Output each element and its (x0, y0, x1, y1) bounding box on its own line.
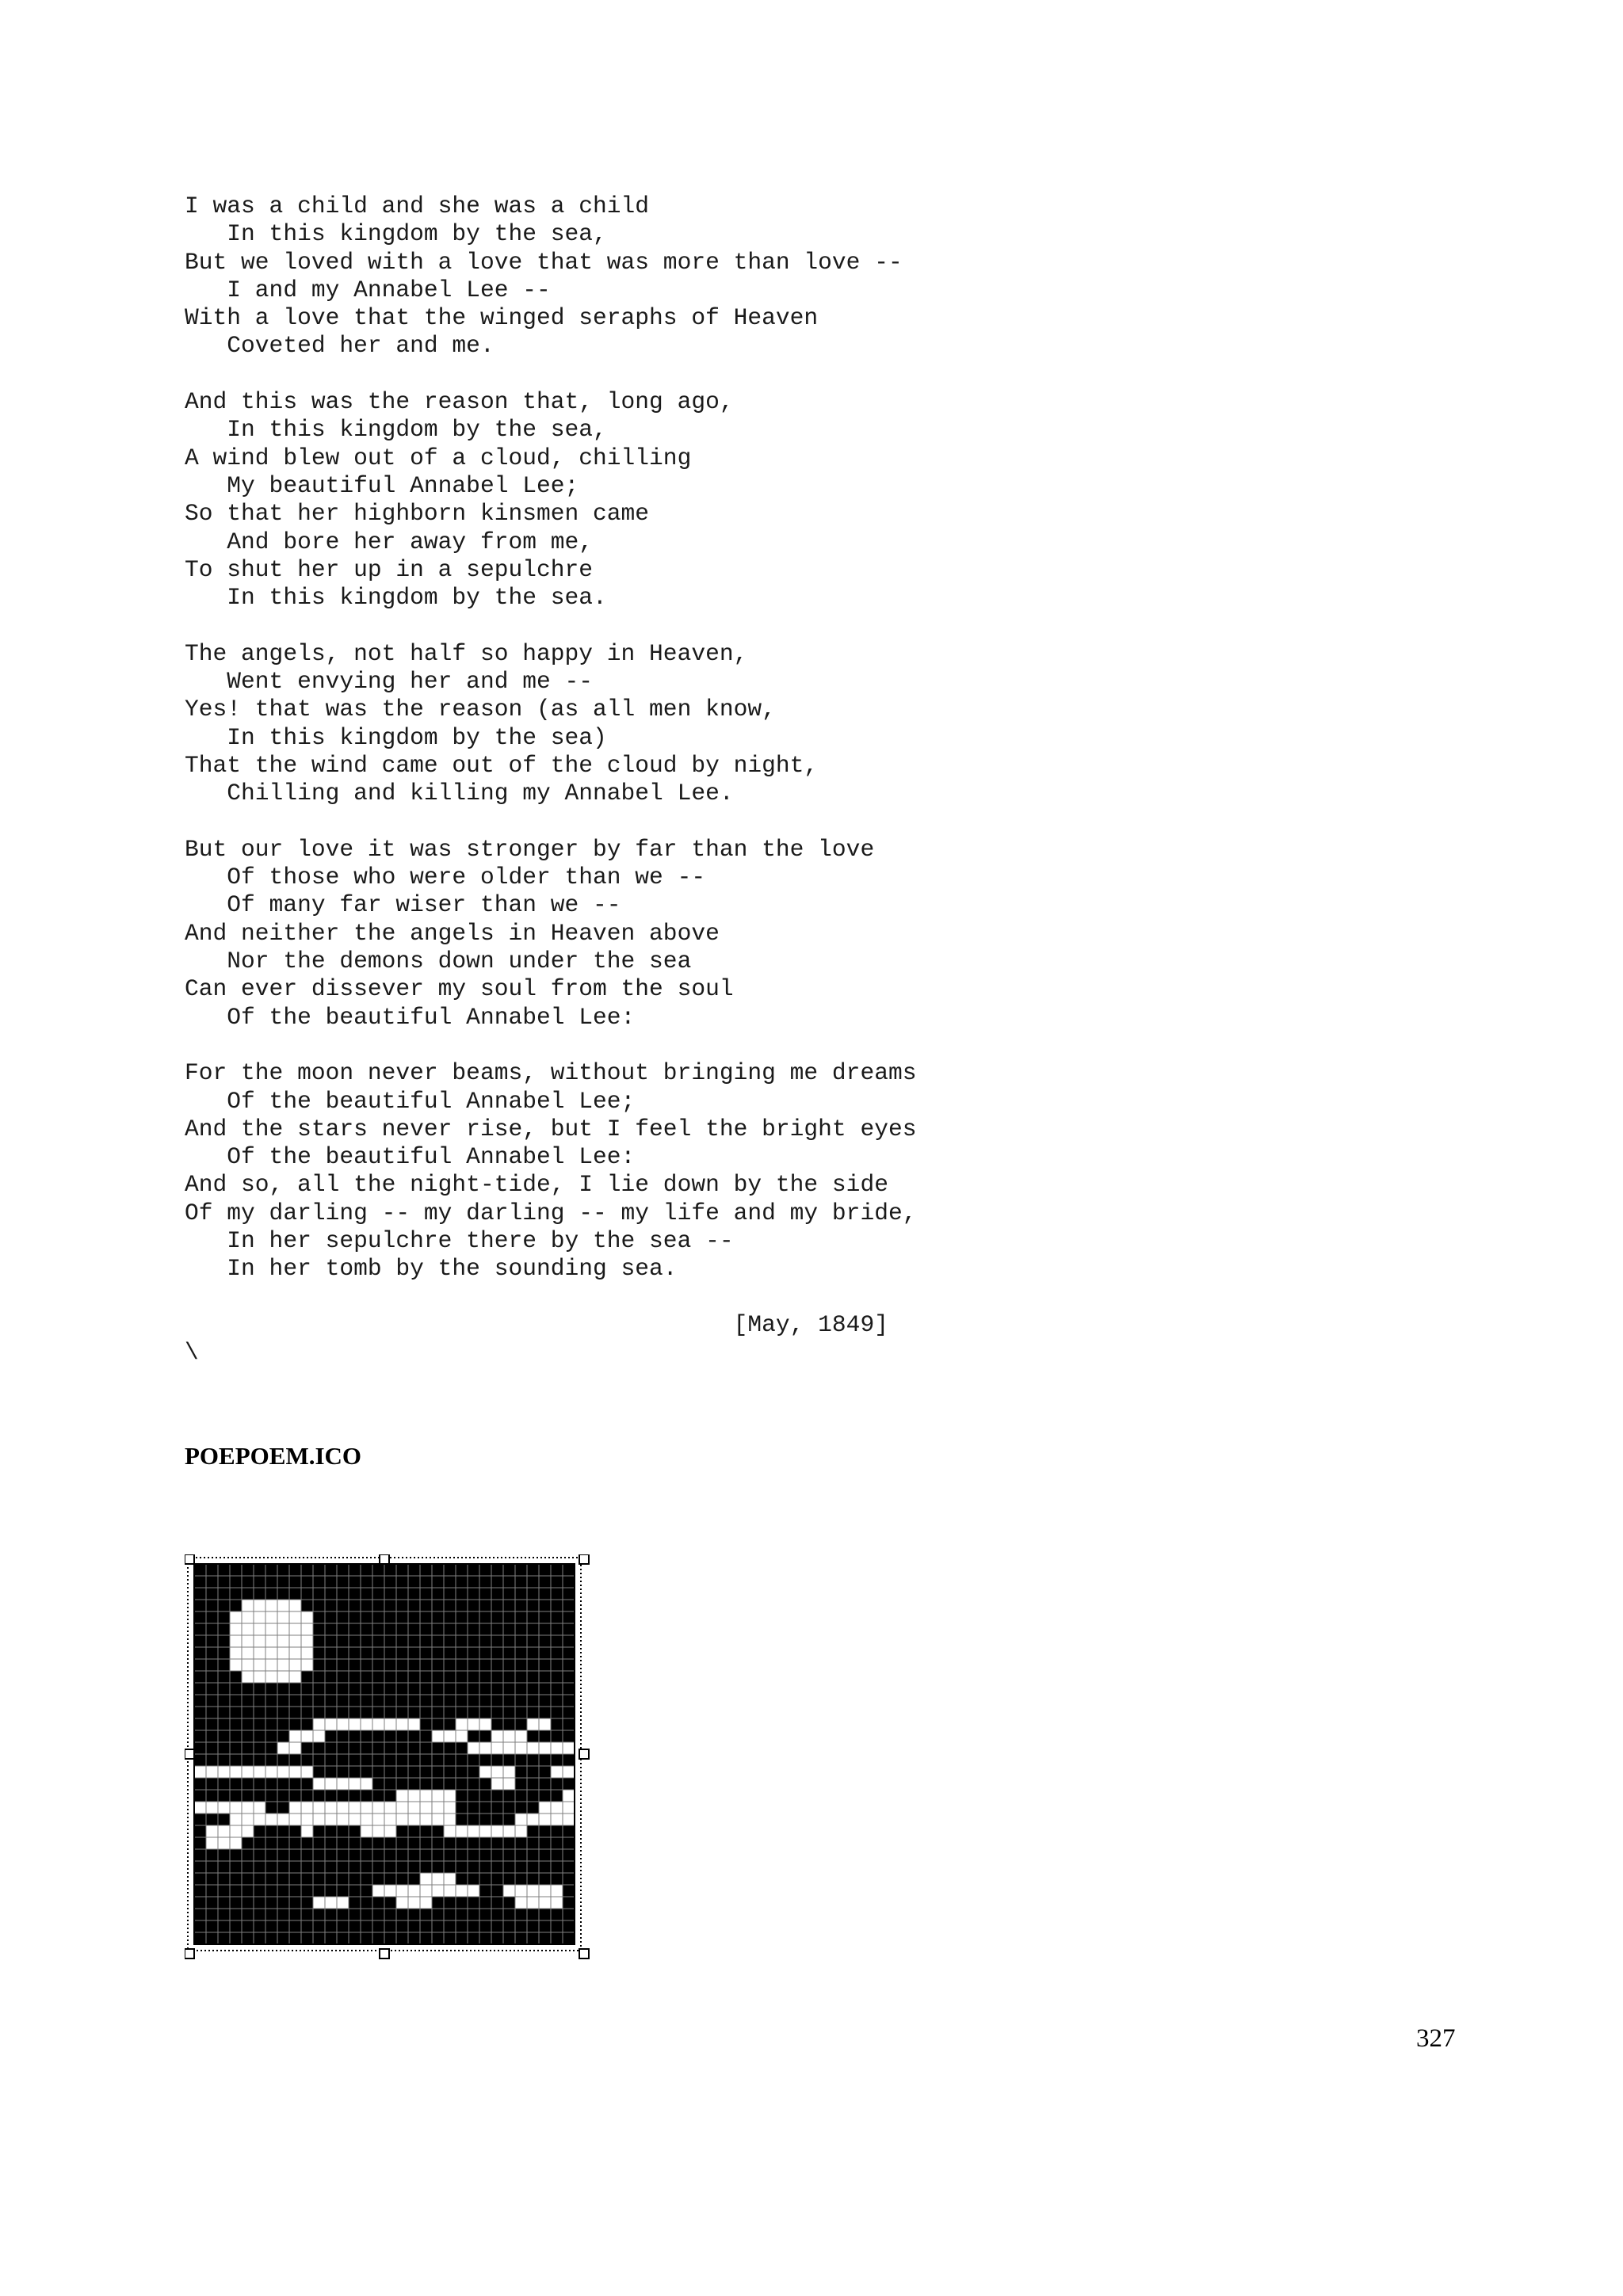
resize-handle[interactable] (185, 1749, 194, 1759)
poem-line: Chilling and killing my Annabel Lee. (185, 780, 734, 807)
poem-line: And this was the reason that, long ago, (185, 388, 734, 416)
resize-handle[interactable] (185, 1554, 194, 1564)
page-number: 327 (1416, 2024, 1456, 2053)
poem-line: Went envying her and me -- (185, 668, 594, 696)
stanza-gap (185, 1283, 916, 1311)
poem-line: Of the beautiful Annabel Lee; (185, 1087, 636, 1115)
poem-line: In this kingdom by the sea, (185, 416, 607, 444)
poem-line: I and my Annabel Lee -- (185, 276, 551, 303)
poem-line: My beautiful Annabel Lee; (185, 471, 579, 499)
poem-line: In her sepulchre there by the sea -- (185, 1226, 734, 1254)
poem-line: Yes! that was the reason (as all men know, (185, 696, 776, 723)
poem-line: [May, 1849] (185, 1310, 888, 1338)
poem-line: In this kingdom by the sea. (185, 584, 607, 612)
poem-line: That the wind came out of the cloud by night, (185, 751, 819, 779)
poem-line: Can ever dissever my soul from the soul (185, 975, 734, 1003)
stanza-gap (185, 808, 916, 836)
resize-handle[interactable] (579, 1554, 589, 1564)
resize-handle[interactable] (380, 1949, 389, 1958)
poem-line: In this kingdom by the sea, (185, 220, 607, 248)
poem-line: Of the beautiful Annabel Lee: (185, 1003, 636, 1031)
poem-line: Of those who were older than we -- (185, 864, 706, 891)
resize-handle[interactable] (185, 1949, 194, 1958)
poem-line: And bore her away from me, (185, 528, 594, 555)
poem-line: For the moon never beams, without bringing me dreams (185, 1059, 917, 1087)
poem-line: Of many far wiser than we -- (185, 891, 621, 919)
poem-text (185, 193, 916, 1367)
poem-line: I was a child and she was a child (185, 193, 650, 219)
stanza-gap (185, 612, 916, 639)
resize-handle[interactable] (579, 1949, 589, 1958)
poem-line: In her tomb by the sounding sea. (185, 1255, 678, 1283)
poem-line: A wind blew out of a cloud, chilling (185, 444, 692, 471)
poem-line: But we loved with a love that was more than love -- (185, 248, 903, 276)
poem-line: With a love that the winged seraphs of Heaven (185, 304, 819, 332)
poem-line: Coveted her and me. (185, 332, 495, 360)
poem-line: The angels, not half so happy in Heaven, (185, 639, 748, 667)
poem-line: So that her highborn kinsmen came (185, 500, 650, 528)
poem-line: Nor the demons down under the sea (185, 948, 692, 975)
icon-image-figure (185, 1554, 606, 1976)
poem-line: In this kingdom by the sea) (185, 723, 607, 751)
poem-line: Of the beautiful Annabel Lee: (185, 1143, 636, 1171)
resize-handle[interactable] (579, 1749, 589, 1759)
section-title: POEPOEM.ICO (185, 1442, 362, 1470)
resize-handle[interactable] (380, 1554, 389, 1564)
poem-line: Of my darling -- my darling -- my life and my bride, (185, 1199, 917, 1226)
poem-line: And the stars never rise, but I feel the bright eyes (185, 1115, 917, 1142)
poem-line: \ (185, 1339, 199, 1367)
poem-line: To shut her up in a sepulchre (185, 555, 594, 583)
stanza-gap (185, 360, 916, 388)
night-sea-moon-icon (185, 1554, 606, 1976)
poem-line: But our love it was stronger by far than the love (185, 835, 875, 863)
poem-line: And neither the angels in Heaven above (185, 919, 720, 947)
icon-pixels (194, 1564, 575, 1944)
stanza-gap (185, 1032, 916, 1059)
poem-line: And so, all the night-tide, I lie down by the side (185, 1171, 888, 1199)
